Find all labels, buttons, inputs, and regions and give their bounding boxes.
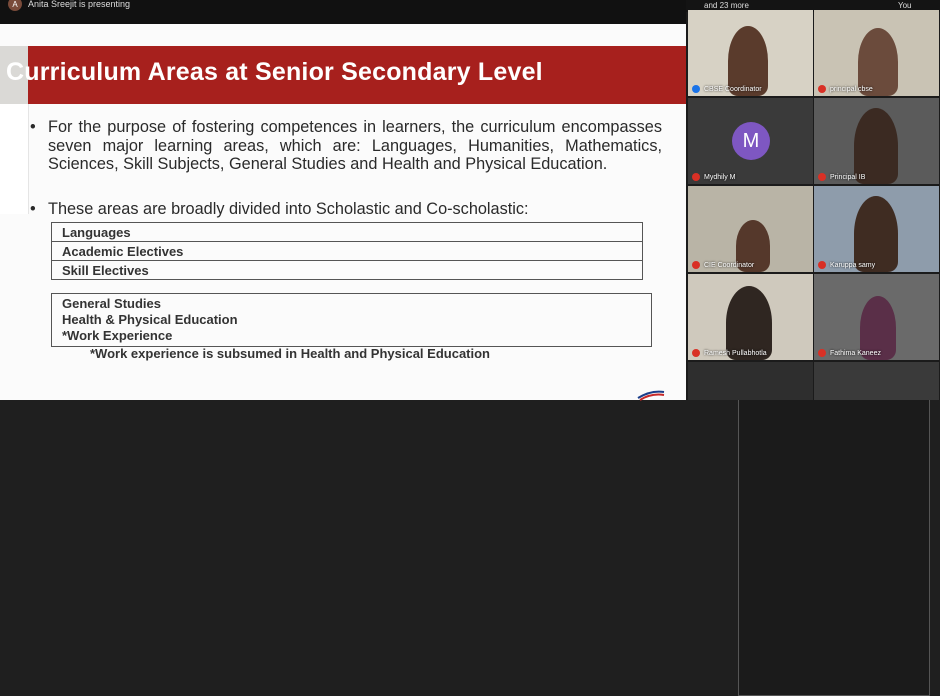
coscholastic-row: *Work Experience: [62, 328, 173, 343]
mic-off-icon: [692, 349, 700, 357]
coscholastic-row: General Studies: [62, 296, 161, 311]
presenter-avatar: A: [8, 0, 22, 11]
participant-tile[interactable]: [688, 186, 813, 272]
participant-label: [818, 261, 875, 269]
participant-name: Fathima Kaneez: [830, 349, 881, 357]
shared-slide: [0, 24, 686, 400]
slide-content: [0, 118, 686, 400]
presenting-bar: [0, 0, 686, 24]
mic-off-icon: [818, 85, 826, 93]
footnote: *Work experience is subsumed in Health and Physical Education: [90, 346, 490, 361]
participant-label: [818, 85, 873, 93]
participant-tile[interactable]: [814, 186, 939, 272]
participant-tile[interactable]: [814, 98, 939, 184]
participant-tile[interactable]: [688, 10, 813, 96]
participant-name: Mydhily M: [704, 173, 736, 181]
mic-off-icon: [818, 261, 826, 269]
bullet-2-text: These areas are broadly divided into Scholastic and Co-scholastic:: [48, 200, 529, 218]
participant-name: CBSE Coordinator: [704, 85, 762, 93]
participants-panel: [686, 0, 940, 400]
participant-name: Ramesh Pullabhotla: [704, 349, 767, 357]
participant-tile[interactable]: [688, 274, 813, 360]
participant-label: [692, 173, 736, 181]
participant-label: [692, 261, 754, 269]
mic-off-icon: [692, 173, 700, 181]
participant-name: principal cbse: [830, 85, 873, 93]
participant-avatar: M: [732, 122, 770, 160]
participant-name: CIE Coordinator: [704, 261, 755, 269]
participant-name: Principal IB: [830, 173, 866, 181]
scholastic-row: Academic Electives: [52, 242, 643, 261]
coscholastic-row: Health & Physical Education: [62, 312, 238, 327]
bullet-dot: •: [30, 200, 36, 218]
participant-tile-partial[interactable]: [814, 362, 939, 400]
more-participants[interactable]: and 23 more: [704, 1, 749, 10]
participant-name: Karuppa samy: [830, 261, 876, 269]
participant-label: [818, 349, 881, 357]
mic-off-icon: [818, 349, 826, 357]
scholastic-row: Skill Electives: [52, 261, 643, 280]
speaking-icon: [692, 85, 700, 93]
mic-off-icon: [818, 173, 826, 181]
bullet-dot: •: [30, 118, 36, 136]
you-label: You: [898, 1, 912, 10]
scholastic-table: [51, 222, 647, 280]
participant-label: [818, 173, 865, 181]
participant-tile[interactable]: [688, 98, 813, 184]
participant-label: [692, 85, 762, 93]
mic-off-icon: [692, 261, 700, 269]
flag-logo-icon: [638, 390, 664, 400]
participant-tile-partial[interactable]: [688, 362, 813, 400]
coscholastic-list: [52, 294, 652, 347]
coscholastic-table: [51, 293, 653, 347]
scholastic-row: Languages: [52, 223, 643, 242]
participant-label: [692, 349, 767, 357]
participant-tile[interactable]: [814, 10, 939, 96]
participant-tile[interactable]: [814, 274, 939, 360]
presenter-indicator: [8, 0, 130, 11]
bullet-1-text: For the purpose of fostering competences in learners, the curriculum encompasses seven major learning areas, which are: Languages, Humanities, Mathematics, Sciences, Skill Subjects, General Studies and Health and Physical Education.: [48, 118, 662, 173]
slide-title: Curriculum Areas at Senior Secondary Level: [6, 58, 543, 86]
presenter-text: Anita Sreejit is presenting: [28, 0, 131, 9]
